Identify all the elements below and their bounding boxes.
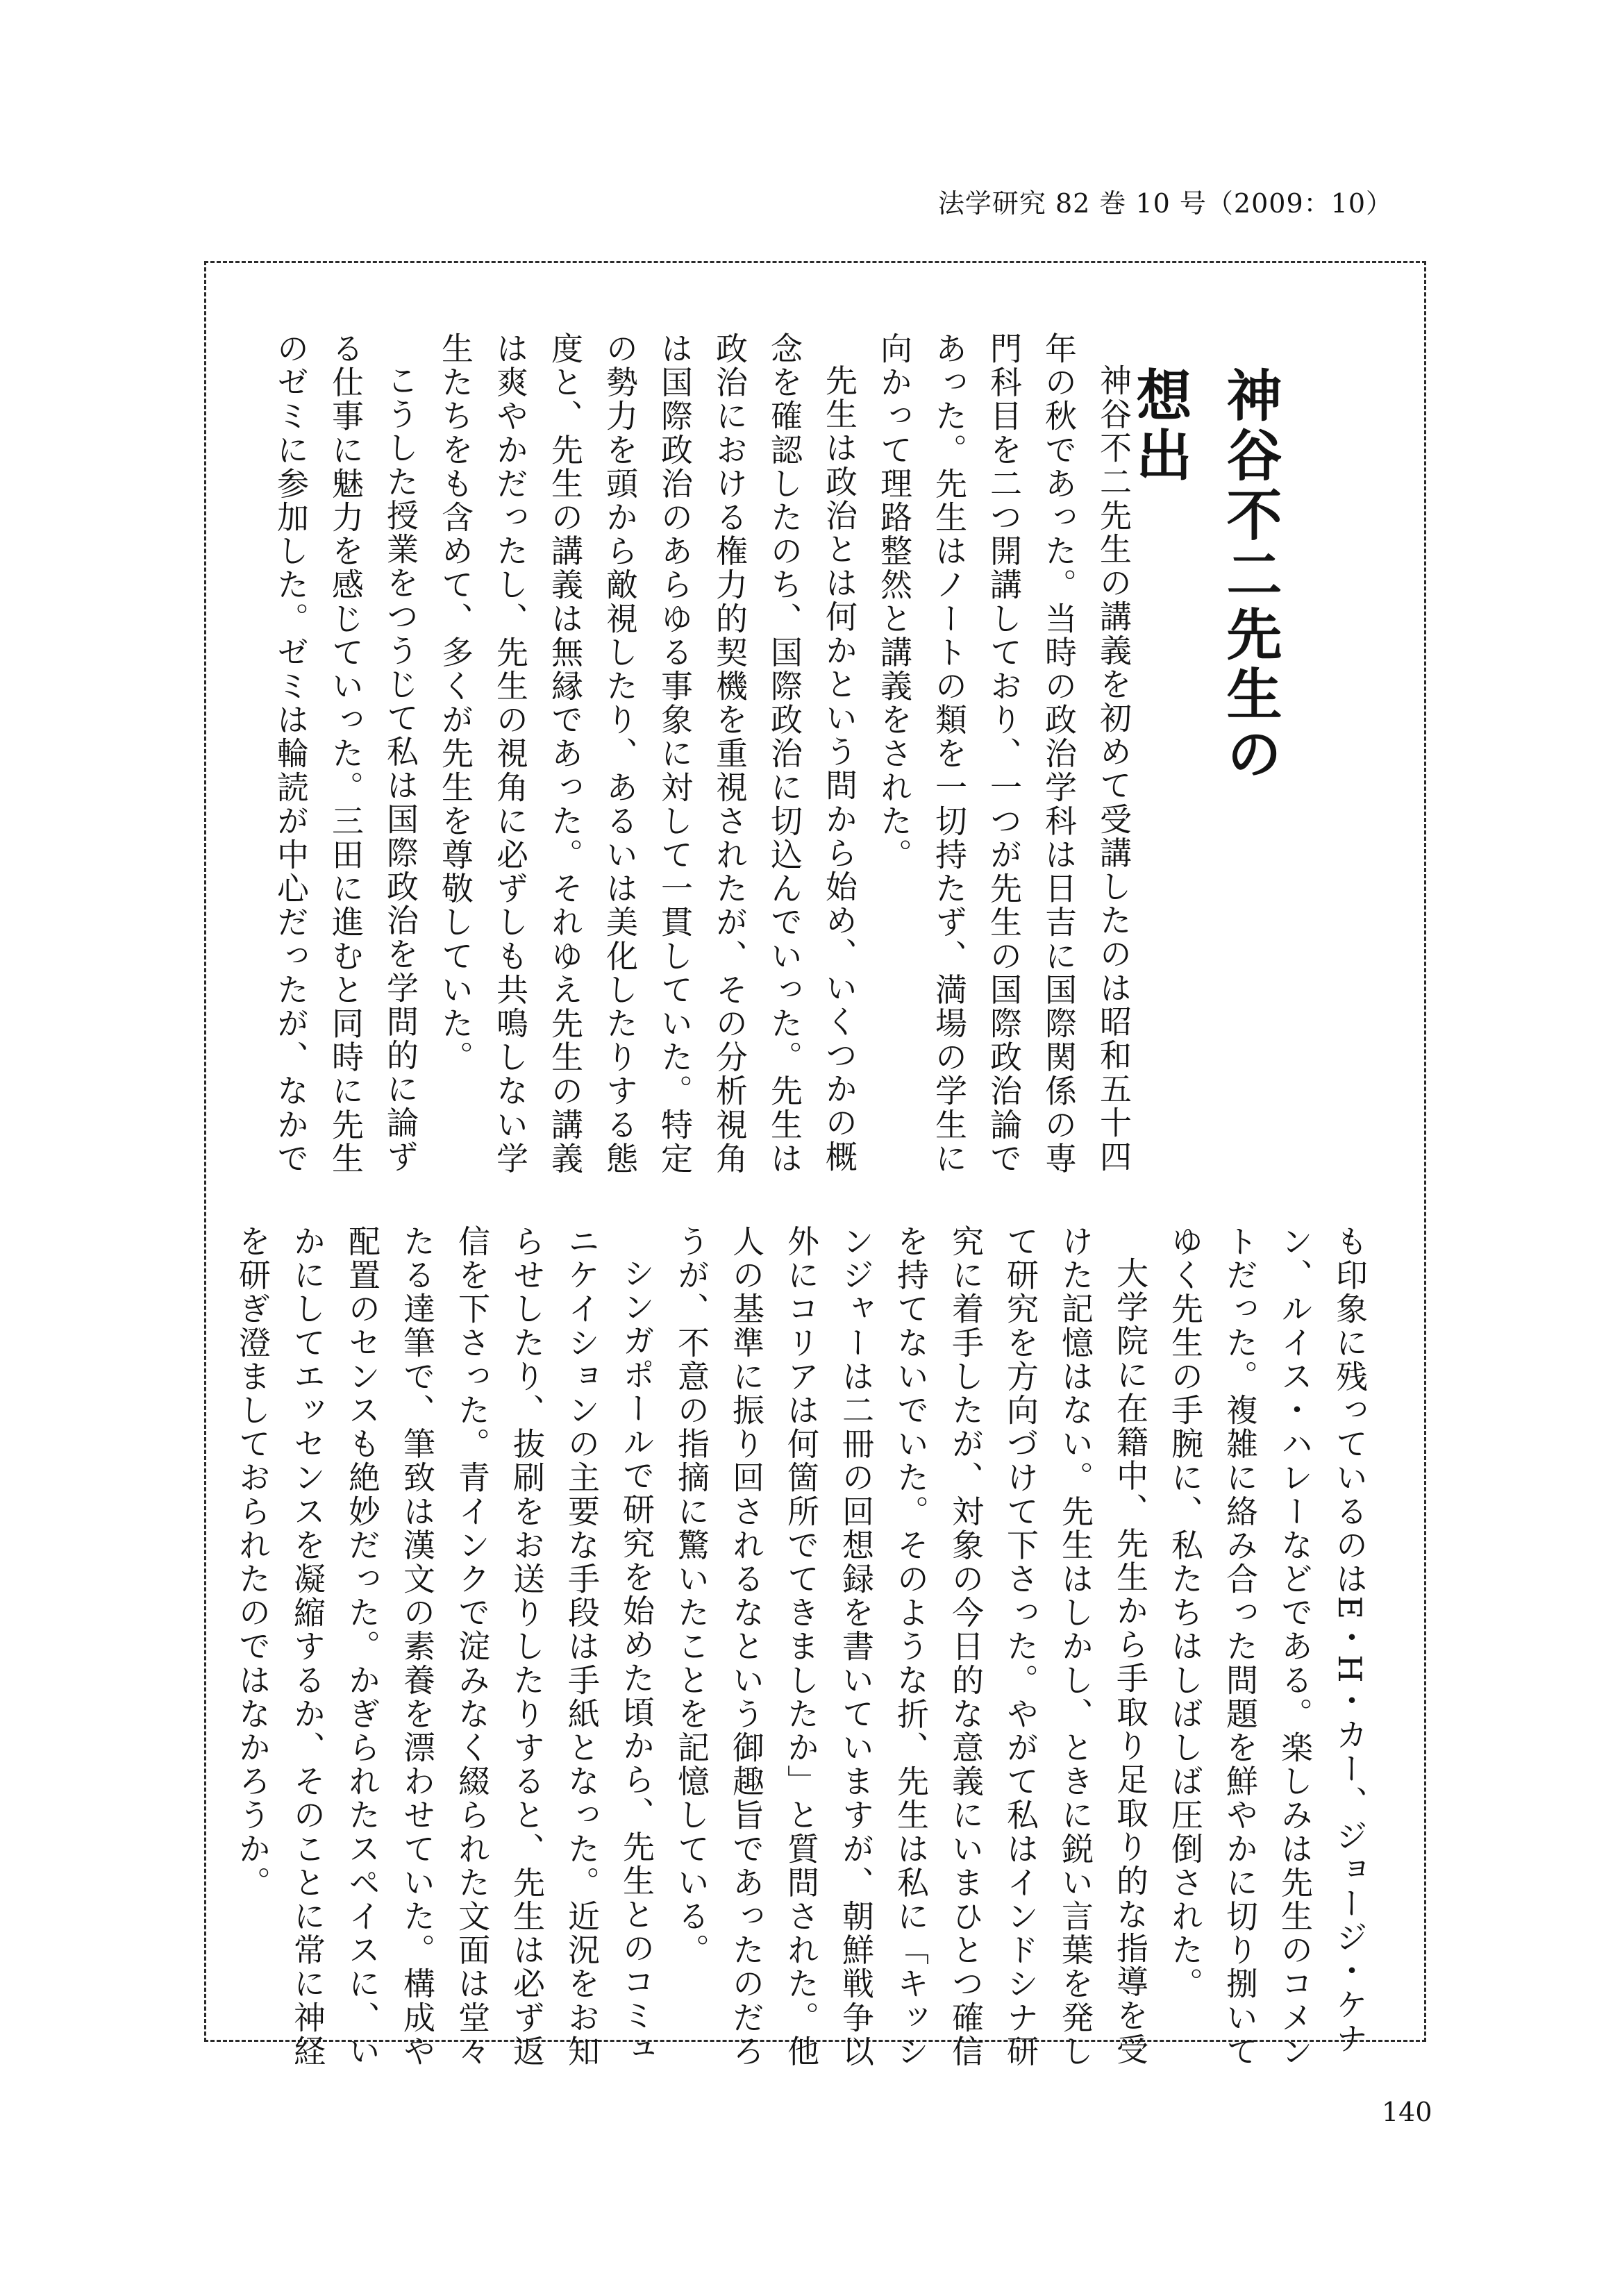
text-line: ニケイションの主要な手段は手紙となった。近況をお知 [563,1225,601,2068]
text-line: 念を確認したのち、国際政治に切込んでいった。先生は [766,332,803,1175]
text-line: 人の基準に振り回されるなという御趣旨であったのだろ [728,1225,765,2068]
text-line: 配置のセンスも絶妙だった。かぎられたスペイスに、い [344,1225,381,2068]
text-line: 外にコリアは何箇所でてきましたか」と質問された。他 [783,1225,820,2068]
text-line: けた記憶はない。先生はしかし、ときに鋭い言葉を発し [1057,1225,1094,2068]
text-line: トだった。複雑に絡み合った問題を鮮やかに切り捌いて [1221,1225,1259,2068]
text-line: ン、ルイス・ハレーなどである。楽しみは先生のコメン [1276,1225,1314,2068]
text-line: ゆく先生の手腕に、私たちはしばしば圧倒された。 [1167,1225,1204,2001]
text-line: うが、不意の指摘に驚いたことを記憶している。 [673,1225,710,1968]
text-line: 門科目を二つ開講しており、一つが先生の国際政治論で [985,332,1023,1175]
text-line: 神谷不二先生の講義を初めて受講したのは昭和五十四 [1095,364,1132,1174]
text-line: 信を下さった。青インクで淀みなく綴られた文面は堂々 [453,1225,491,2068]
text-line: て研究を方向づけて下さった。やがて私はインドシナ研 [1002,1225,1039,2068]
text-line: も印象に残っているのはE・H・カー、ジョージ・ケナ [1331,1225,1369,2056]
text-line: ンジャーは二冊の回想録を書いていますが、朝鮮戦争以 [837,1225,875,2068]
text-line: こうした授業をつうじて私は国際政治を学問的に論ず [382,364,419,1174]
running-head: 法学研究 82 巻 10 号（2009：10） [937,188,1393,219]
text-line: のゼミに参加した。ゼミは輪読が中心だったが、なかで [272,332,310,1175]
text-line: 年の秋であった。当時の政治学科は日吉に国際関係の専 [1040,332,1078,1175]
text-line: は爽やかだったし、先生の視角に必ずしも共鳴しない学 [492,332,529,1175]
text-line: 度と、先生の講義は無縁であった。それゆえ先生の講義 [546,332,584,1175]
text-line: は国際政治のあらゆる事象に対して一貫していた。特定 [656,332,694,1175]
text-line: 究に着手したが、対象の今日的な意義にいまひとつ確信 [947,1225,985,2068]
text-line: 生たちをも含めて、多くが先生を尊敬していた。 [437,332,474,1075]
text-line: 大学院に在籍中、先生から手取り足取り的な指導を受 [1112,1257,1149,2067]
text-line: あった。先生はノートの類を一切持たず、満場の学生に [930,332,968,1175]
article-title: 神谷不二先生の想出 [1127,367,1282,785]
text-line: たる達筆で、筆致は漢文の素養を漂わせていた。構成や [399,1225,436,2068]
text-line: を研ぎ澄ましておられたのではなかろうか。 [234,1225,271,1900]
text-line: かにしてエッセンスを凝縮するか、そのことに常に神経 [289,1225,326,2068]
text-line: 先生は政治とは何かという問から始め、いくつかの概 [821,364,858,1174]
text-line: を持てないでいた。そのような折、先生は私に「キッシ [892,1225,930,2068]
text-line: らせしたり、抜刷をお送りしたりすると、先生は必ず返 [508,1225,546,2068]
lower-text-block [234,1225,1377,2068]
text-line: 向かって理路整然と講義をされた。 [876,332,913,872]
page-number: 140 [1382,2097,1432,2127]
text-line: の勢力を頭から敵視したり、あるいは美化したりする態 [601,332,639,1175]
text-line: 政治における権力的契機を重視されたが、その分析視角 [711,332,749,1175]
upper-text-block [238,332,1141,1175]
text-line: シンガポールで研究を始めた頃から、先生とのコミュ [618,1257,655,2067]
text-line: る仕事に魅力を感じていった。三田に進むと同時に先生 [327,332,365,1175]
